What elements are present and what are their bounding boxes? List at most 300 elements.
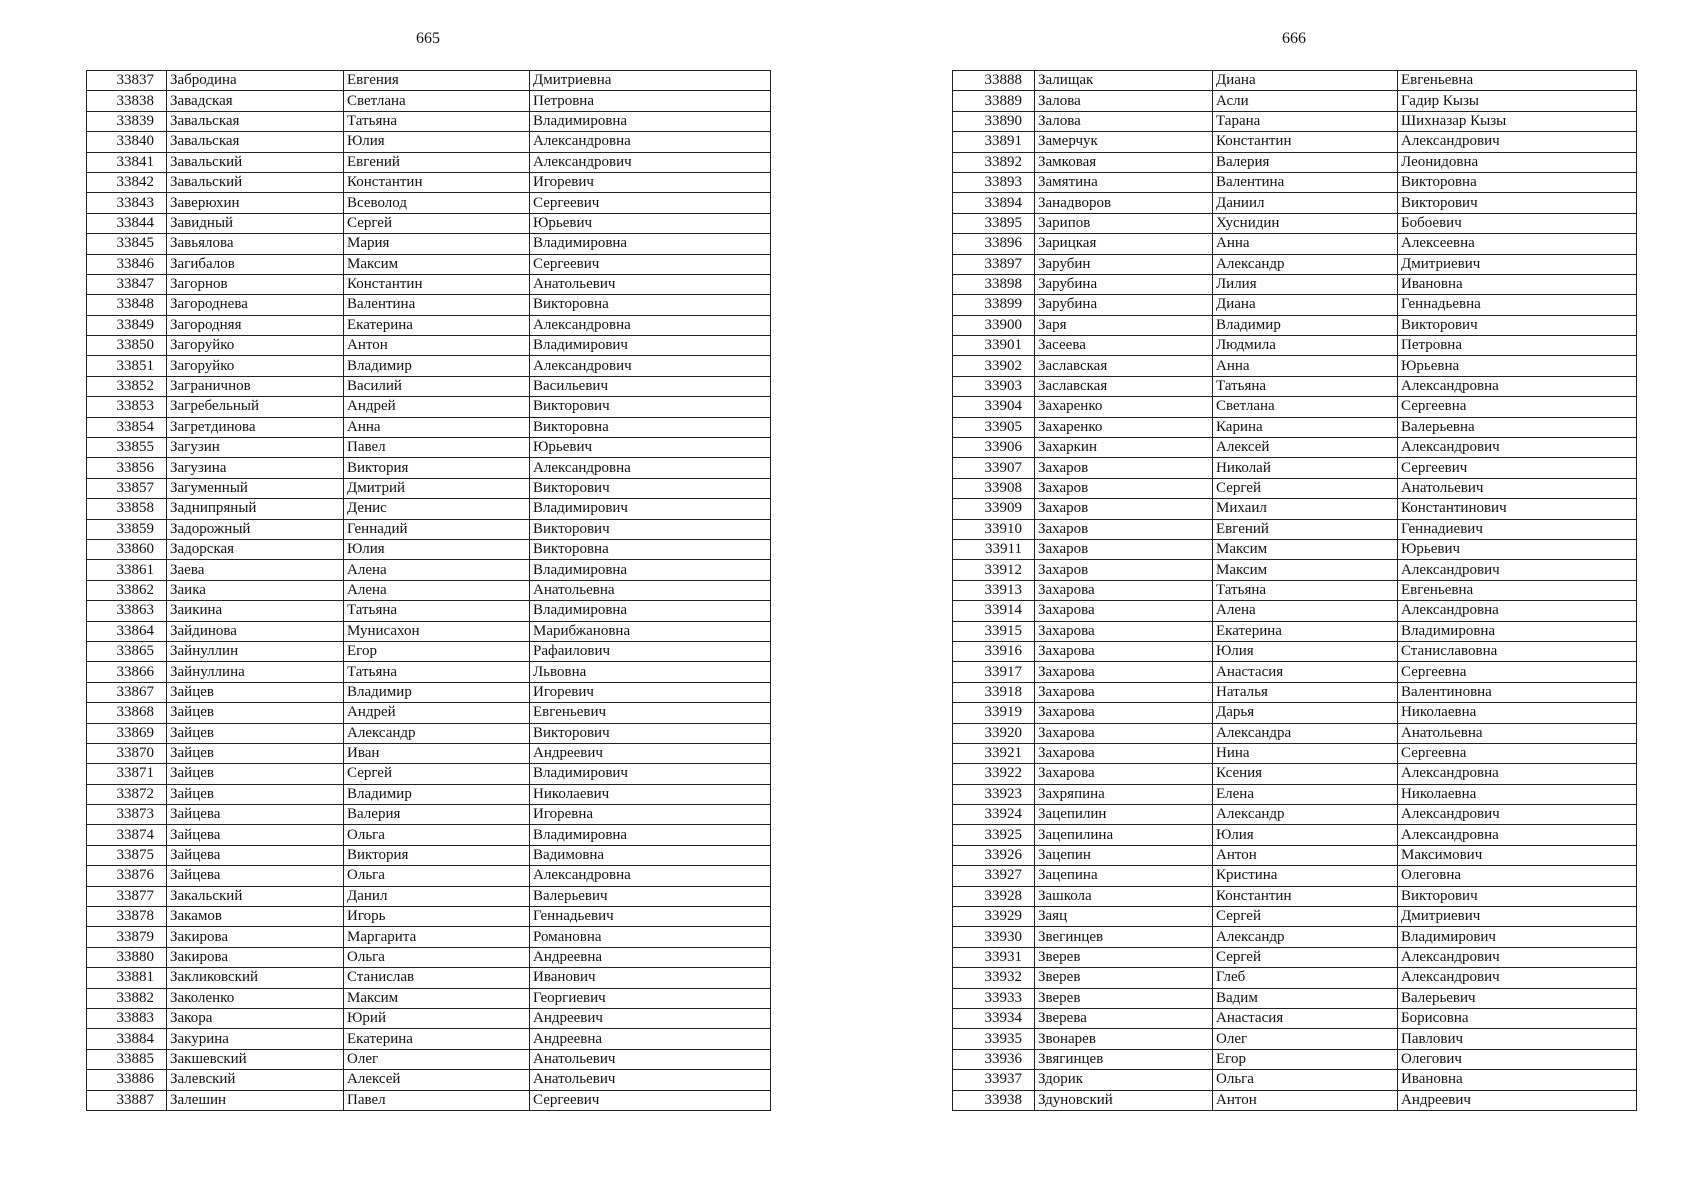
- record-number: 33906: [953, 438, 1035, 458]
- table-row: [953, 295, 1637, 315]
- table-row: [953, 111, 1637, 131]
- patronymic-cell: Станиславовна: [1398, 641, 1637, 661]
- patronymic-cell: Андреевич: [530, 1008, 771, 1028]
- surname-cell: Зайдинова: [167, 621, 344, 641]
- surname-cell: Зацепина: [1035, 866, 1213, 886]
- record-number: 33934: [953, 1008, 1035, 1028]
- table-row: [953, 580, 1637, 600]
- first-name-cell: Кристина: [1213, 866, 1398, 886]
- first-name-cell: Елена: [1213, 784, 1398, 804]
- patronymic-cell: Андреевич: [530, 743, 771, 763]
- first-name-cell: Юлия: [1213, 641, 1398, 661]
- table-row: [953, 376, 1637, 396]
- record-number: 33876: [87, 866, 167, 886]
- surname-cell: Загорнов: [167, 274, 344, 294]
- surname-cell: Захаров: [1035, 458, 1213, 478]
- surname-cell: Зарубин: [1035, 254, 1213, 274]
- patronymic-cell: Николаевич: [530, 784, 771, 804]
- first-name-cell: Виктория: [344, 845, 530, 865]
- patronymic-cell: Сергеевич: [1398, 458, 1637, 478]
- record-number: 33880: [87, 947, 167, 967]
- surname-cell: Зайцева: [167, 845, 344, 865]
- patronymic-cell: Викторовна: [1398, 172, 1637, 192]
- patronymic-cell: Валентиновна: [1398, 682, 1637, 702]
- first-name-cell: Юлия: [1213, 825, 1398, 845]
- first-name-cell: Станислав: [344, 968, 530, 988]
- patronymic-cell: Анатольевич: [1398, 478, 1637, 498]
- patronymic-cell: Викторович: [1398, 886, 1637, 906]
- first-name-cell: Нина: [1213, 743, 1398, 763]
- patronymic-cell: Александровна: [530, 866, 771, 886]
- surname-cell: Захаренко: [1035, 397, 1213, 417]
- patronymic-cell: Игоревна: [530, 805, 771, 825]
- table-row: [953, 274, 1637, 294]
- table-row: [953, 234, 1637, 254]
- first-name-cell: Алена: [344, 560, 530, 580]
- patronymic-cell: Александровна: [1398, 601, 1637, 621]
- table-row: [87, 91, 771, 111]
- first-name-cell: Василий: [344, 376, 530, 396]
- surname-cell: Захарова: [1035, 641, 1213, 661]
- record-number: 33909: [953, 499, 1035, 519]
- patronymic-cell: Валерьевич: [530, 886, 771, 906]
- first-name-cell: Светлана: [344, 91, 530, 111]
- surname-cell: Зайцев: [167, 682, 344, 702]
- surname-cell: Задорожный: [167, 519, 344, 539]
- table-row: [953, 519, 1637, 539]
- surname-cell: Заславская: [1035, 356, 1213, 376]
- record-number: 33921: [953, 743, 1035, 763]
- table-row: [87, 71, 771, 91]
- surname-cell: Залова: [1035, 111, 1213, 131]
- surname-cell: Зарубина: [1035, 295, 1213, 315]
- surname-cell: Захарова: [1035, 601, 1213, 621]
- patronymic-cell: Сергеевна: [1398, 397, 1637, 417]
- first-name-cell: Максим: [344, 254, 530, 274]
- record-number: 33936: [953, 1049, 1035, 1069]
- first-name-cell: Ольга: [344, 866, 530, 886]
- table-row: [87, 845, 771, 865]
- record-number: 33930: [953, 927, 1035, 947]
- first-name-cell: Дарья: [1213, 703, 1398, 723]
- record-number: 33890: [953, 111, 1035, 131]
- patronymic-cell: Викторович: [530, 478, 771, 498]
- surname-cell: Заверюхин: [167, 193, 344, 213]
- table-row: [953, 71, 1637, 91]
- record-number: 33924: [953, 805, 1035, 825]
- first-name-cell: Виктория: [344, 458, 530, 478]
- register-table: [86, 70, 771, 1111]
- record-number: 33879: [87, 927, 167, 947]
- table-row: [87, 1008, 771, 1028]
- patronymic-cell: Александрович: [1398, 968, 1637, 988]
- surname-cell: Зайцев: [167, 743, 344, 763]
- surname-cell: Зайнуллина: [167, 662, 344, 682]
- table-row: [87, 1029, 771, 1049]
- first-name-cell: Алена: [1213, 601, 1398, 621]
- patronymic-cell: Львовна: [530, 662, 771, 682]
- patronymic-cell: Юрьевна: [1398, 356, 1637, 376]
- table-row: [953, 621, 1637, 641]
- surname-cell: Замерчук: [1035, 132, 1213, 152]
- first-name-cell: Анастасия: [1213, 1008, 1398, 1028]
- surname-cell: Зарицкая: [1035, 234, 1213, 254]
- surname-cell: Загоруйко: [167, 356, 344, 376]
- record-number: 33900: [953, 315, 1035, 335]
- record-number: 33862: [87, 580, 167, 600]
- surname-cell: Заева: [167, 560, 344, 580]
- surname-cell: Зайцева: [167, 825, 344, 845]
- patronymic-cell: Геннадиевич: [1398, 519, 1637, 539]
- patronymic-cell: Владимировна: [530, 111, 771, 131]
- surname-cell: Загибалов: [167, 254, 344, 274]
- patronymic-cell: Александрович: [1398, 132, 1637, 152]
- table-row: [953, 947, 1637, 967]
- surname-cell: Загретдинова: [167, 417, 344, 437]
- record-number: 33872: [87, 784, 167, 804]
- patronymic-cell: Андреевна: [530, 947, 771, 967]
- record-number: 33910: [953, 519, 1035, 539]
- first-name-cell: Татьяна: [1213, 580, 1398, 600]
- first-name-cell: Юлия: [344, 132, 530, 152]
- table-row: [953, 336, 1637, 356]
- surname-cell: Закамов: [167, 907, 344, 927]
- first-name-cell: Анна: [344, 417, 530, 437]
- table-row: [87, 152, 771, 172]
- patronymic-cell: Анатольевич: [530, 1049, 771, 1069]
- table-row: [87, 784, 771, 804]
- patronymic-cell: Иванович: [530, 968, 771, 988]
- surname-cell: Заикина: [167, 601, 344, 621]
- record-number: 33856: [87, 458, 167, 478]
- surname-cell: Захарова: [1035, 764, 1213, 784]
- patronymic-cell: Евгеньевна: [1398, 71, 1637, 91]
- table-row: [953, 356, 1637, 376]
- record-number: 33927: [953, 866, 1035, 886]
- table-row: [87, 132, 771, 152]
- surname-cell: Завидный: [167, 213, 344, 233]
- first-name-cell: Диана: [1213, 295, 1398, 315]
- patronymic-cell: Анатольевна: [1398, 723, 1637, 743]
- record-number: 33898: [953, 274, 1035, 294]
- record-number: 33857: [87, 478, 167, 498]
- surname-cell: Заика: [167, 580, 344, 600]
- first-name-cell: Асли: [1213, 91, 1398, 111]
- surname-cell: Закирова: [167, 927, 344, 947]
- first-name-cell: Лилия: [1213, 274, 1398, 294]
- table-row: [87, 336, 771, 356]
- patronymic-cell: Юрьевич: [530, 438, 771, 458]
- first-name-cell: Антон: [1213, 1090, 1398, 1110]
- table-row: [87, 172, 771, 192]
- record-number: 33846: [87, 254, 167, 274]
- record-number: 33867: [87, 682, 167, 702]
- first-name-cell: Вадим: [1213, 988, 1398, 1008]
- record-number: 33922: [953, 764, 1035, 784]
- first-name-cell: Сергей: [344, 764, 530, 784]
- first-name-cell: Глеб: [1213, 968, 1398, 988]
- patronymic-cell: Юрьевич: [530, 213, 771, 233]
- first-name-cell: Максим: [1213, 560, 1398, 580]
- patronymic-cell: Алексеевна: [1398, 234, 1637, 254]
- surname-cell: Зайнуллин: [167, 641, 344, 661]
- surname-cell: Загороднева: [167, 295, 344, 315]
- record-number: 33839: [87, 111, 167, 131]
- patronymic-cell: Игоревич: [530, 682, 771, 702]
- surname-cell: Закшевский: [167, 1049, 344, 1069]
- table-row: [953, 397, 1637, 417]
- first-name-cell: Дмитрий: [344, 478, 530, 498]
- surname-cell: Замковая: [1035, 152, 1213, 172]
- record-number: 33854: [87, 417, 167, 437]
- first-name-cell: Ксения: [1213, 764, 1398, 784]
- record-number: 33899: [953, 295, 1035, 315]
- patronymic-cell: Владимирович: [530, 336, 771, 356]
- patronymic-cell: Александровна: [1398, 825, 1637, 845]
- record-number: 33859: [87, 519, 167, 539]
- record-number: 33885: [87, 1049, 167, 1069]
- surname-cell: Загузин: [167, 438, 344, 458]
- record-number: 33907: [953, 458, 1035, 478]
- patronymic-cell: Александрович: [530, 356, 771, 376]
- patronymic-cell: Викторович: [530, 519, 771, 539]
- surname-cell: Захаров: [1035, 560, 1213, 580]
- patronymic-cell: Анатольевич: [530, 274, 771, 294]
- patronymic-cell: Александровна: [530, 315, 771, 335]
- surname-cell: Захарова: [1035, 743, 1213, 763]
- table-row: [87, 1070, 771, 1090]
- patronymic-cell: Александровна: [530, 132, 771, 152]
- patronymic-cell: Романовна: [530, 927, 771, 947]
- surname-cell: Замятина: [1035, 172, 1213, 192]
- first-name-cell: Константин: [344, 274, 530, 294]
- table-row: [87, 458, 771, 478]
- table-row: [87, 621, 771, 641]
- first-name-cell: Екатерина: [1213, 621, 1398, 641]
- table-row: [953, 213, 1637, 233]
- surname-cell: Закальский: [167, 886, 344, 906]
- patronymic-cell: Анатольевна: [530, 580, 771, 600]
- table-row: [953, 784, 1637, 804]
- record-number: 33861: [87, 560, 167, 580]
- record-number: 33853: [87, 397, 167, 417]
- surname-cell: Захаров: [1035, 499, 1213, 519]
- first-name-cell: Олег: [344, 1049, 530, 1069]
- first-name-cell: Владимир: [1213, 315, 1398, 335]
- first-name-cell: Егор: [344, 641, 530, 661]
- record-number: 33837: [87, 71, 167, 91]
- record-number: 33896: [953, 234, 1035, 254]
- record-number: 33908: [953, 478, 1035, 498]
- first-name-cell: Антон: [344, 336, 530, 356]
- first-name-cell: Валерия: [344, 805, 530, 825]
- patronymic-cell: Викторовна: [530, 417, 771, 437]
- patronymic-cell: Шихназар Кызы: [1398, 111, 1637, 131]
- patronymic-cell: Евгеньевич: [530, 703, 771, 723]
- table-row: [953, 1049, 1637, 1069]
- record-number: 33911: [953, 539, 1035, 559]
- surname-cell: Заколенко: [167, 988, 344, 1008]
- surname-cell: Здуновский: [1035, 1090, 1213, 1110]
- table-row: [953, 1029, 1637, 1049]
- record-number: 33882: [87, 988, 167, 1008]
- surname-cell: Захаров: [1035, 478, 1213, 498]
- table-row: [87, 560, 771, 580]
- surname-cell: Залищак: [1035, 71, 1213, 91]
- table-row: [87, 886, 771, 906]
- record-number: 33860: [87, 539, 167, 559]
- table-row: [87, 213, 771, 233]
- table-row: [87, 682, 771, 702]
- first-name-cell: Владимир: [344, 682, 530, 702]
- surname-cell: Заднипряный: [167, 499, 344, 519]
- table-row: [953, 825, 1637, 845]
- table-row: [87, 1049, 771, 1069]
- first-name-cell: Даниил: [1213, 193, 1398, 213]
- surname-cell: Зайцева: [167, 805, 344, 825]
- surname-cell: Завьялова: [167, 234, 344, 254]
- first-name-cell: Максим: [344, 988, 530, 1008]
- patronymic-cell: Борисовна: [1398, 1008, 1637, 1028]
- patronymic-cell: Марибжановна: [530, 621, 771, 641]
- table-row: [87, 764, 771, 784]
- record-number: 33864: [87, 621, 167, 641]
- patronymic-cell: Викторовна: [530, 539, 771, 559]
- surname-cell: Звегинцев: [1035, 927, 1213, 947]
- surname-cell: Захаркин: [1035, 438, 1213, 458]
- first-name-cell: Сергей: [344, 213, 530, 233]
- table-row: [953, 927, 1637, 947]
- surname-cell: Зайцева: [167, 866, 344, 886]
- patronymic-cell: Викторович: [1398, 193, 1637, 213]
- record-number: 33901: [953, 336, 1035, 356]
- table-row: [87, 356, 771, 376]
- record-number: 33904: [953, 397, 1035, 417]
- record-number: 33874: [87, 825, 167, 845]
- first-name-cell: Евгения: [344, 71, 530, 91]
- first-name-cell: Анастасия: [1213, 662, 1398, 682]
- patronymic-cell: Александрович: [1398, 438, 1637, 458]
- table-row: [953, 152, 1637, 172]
- first-name-cell: Карина: [1213, 417, 1398, 437]
- patronymic-cell: Андреевич: [1398, 1090, 1637, 1110]
- first-name-cell: Антон: [1213, 845, 1398, 865]
- record-number: 33915: [953, 621, 1035, 641]
- record-number: 33849: [87, 315, 167, 335]
- first-name-cell: Ольга: [344, 825, 530, 845]
- first-name-cell: Константин: [344, 172, 530, 192]
- table-row: [87, 703, 771, 723]
- patronymic-cell: Владимировна: [530, 825, 771, 845]
- first-name-cell: Алексей: [344, 1070, 530, 1090]
- patronymic-cell: Ивановна: [1398, 1070, 1637, 1090]
- surname-cell: Захарова: [1035, 723, 1213, 743]
- surname-cell: Зацепин: [1035, 845, 1213, 865]
- surname-cell: Захарова: [1035, 703, 1213, 723]
- record-number: 33902: [953, 356, 1035, 376]
- surname-cell: Засеева: [1035, 336, 1213, 356]
- record-number: 33937: [953, 1070, 1035, 1090]
- patronymic-cell: Валерьевич: [1398, 988, 1637, 1008]
- table-row: [953, 601, 1637, 621]
- table-row: [87, 274, 771, 294]
- surname-cell: Залевский: [167, 1070, 344, 1090]
- patronymic-cell: Николаевна: [1398, 703, 1637, 723]
- first-name-cell: Данил: [344, 886, 530, 906]
- patronymic-cell: Александровна: [1398, 376, 1637, 396]
- surname-cell: Зарипов: [1035, 213, 1213, 233]
- record-number: 33841: [87, 152, 167, 172]
- table-row: [953, 703, 1637, 723]
- first-name-cell: Людмила: [1213, 336, 1398, 356]
- table-row: [953, 723, 1637, 743]
- surname-cell: Захаров: [1035, 519, 1213, 539]
- table-row: [87, 193, 771, 213]
- table-row: [953, 438, 1637, 458]
- record-number: 33869: [87, 723, 167, 743]
- record-number: 33893: [953, 172, 1035, 192]
- patronymic-cell: Олегович: [1398, 1049, 1637, 1069]
- table-row: [953, 662, 1637, 682]
- record-number: 33919: [953, 703, 1035, 723]
- first-name-cell: Юлия: [344, 539, 530, 559]
- first-name-cell: Юрий: [344, 1008, 530, 1028]
- patronymic-cell: Николаевна: [1398, 784, 1637, 804]
- table-row: [953, 886, 1637, 906]
- table-row: [953, 682, 1637, 702]
- patronymic-cell: Петровна: [1398, 336, 1637, 356]
- first-name-cell: Мария: [344, 234, 530, 254]
- first-name-cell: Анна: [1213, 234, 1398, 254]
- first-name-cell: Сергей: [1213, 907, 1398, 927]
- patronymic-cell: Рафаилович: [530, 641, 771, 661]
- table-row: [953, 1008, 1637, 1028]
- first-name-cell: Татьяна: [344, 601, 530, 621]
- record-number: 33895: [953, 213, 1035, 233]
- table-row: [87, 601, 771, 621]
- first-name-cell: Татьяна: [344, 662, 530, 682]
- record-number: 33866: [87, 662, 167, 682]
- record-number: 33905: [953, 417, 1035, 437]
- surname-cell: Зайцев: [167, 723, 344, 743]
- table-row: [87, 866, 771, 886]
- record-number: 33888: [953, 71, 1035, 91]
- first-name-cell: Маргарита: [344, 927, 530, 947]
- table-row: [87, 641, 771, 661]
- table-row: [87, 907, 771, 927]
- table-row: [953, 560, 1637, 580]
- patronymic-cell: Геннадьевич: [530, 907, 771, 927]
- surname-cell: Звягинцев: [1035, 1049, 1213, 1069]
- patronymic-cell: Сергеевич: [530, 1090, 771, 1110]
- patronymic-cell: Викторович: [530, 723, 771, 743]
- first-name-cell: Татьяна: [1213, 376, 1398, 396]
- table-row: [953, 866, 1637, 886]
- record-number: 33848: [87, 295, 167, 315]
- record-number: 33865: [87, 641, 167, 661]
- record-number: 33931: [953, 947, 1035, 967]
- first-name-cell: Валерия: [1213, 152, 1398, 172]
- first-name-cell: Наталья: [1213, 682, 1398, 702]
- record-number: 33928: [953, 886, 1035, 906]
- table-row: [953, 132, 1637, 152]
- record-number: 33912: [953, 560, 1035, 580]
- surname-cell: Завальский: [167, 152, 344, 172]
- first-name-cell: Светлана: [1213, 397, 1398, 417]
- record-number: 33891: [953, 132, 1035, 152]
- patronymic-cell: Владимирович: [1398, 927, 1637, 947]
- record-number: 33918: [953, 682, 1035, 702]
